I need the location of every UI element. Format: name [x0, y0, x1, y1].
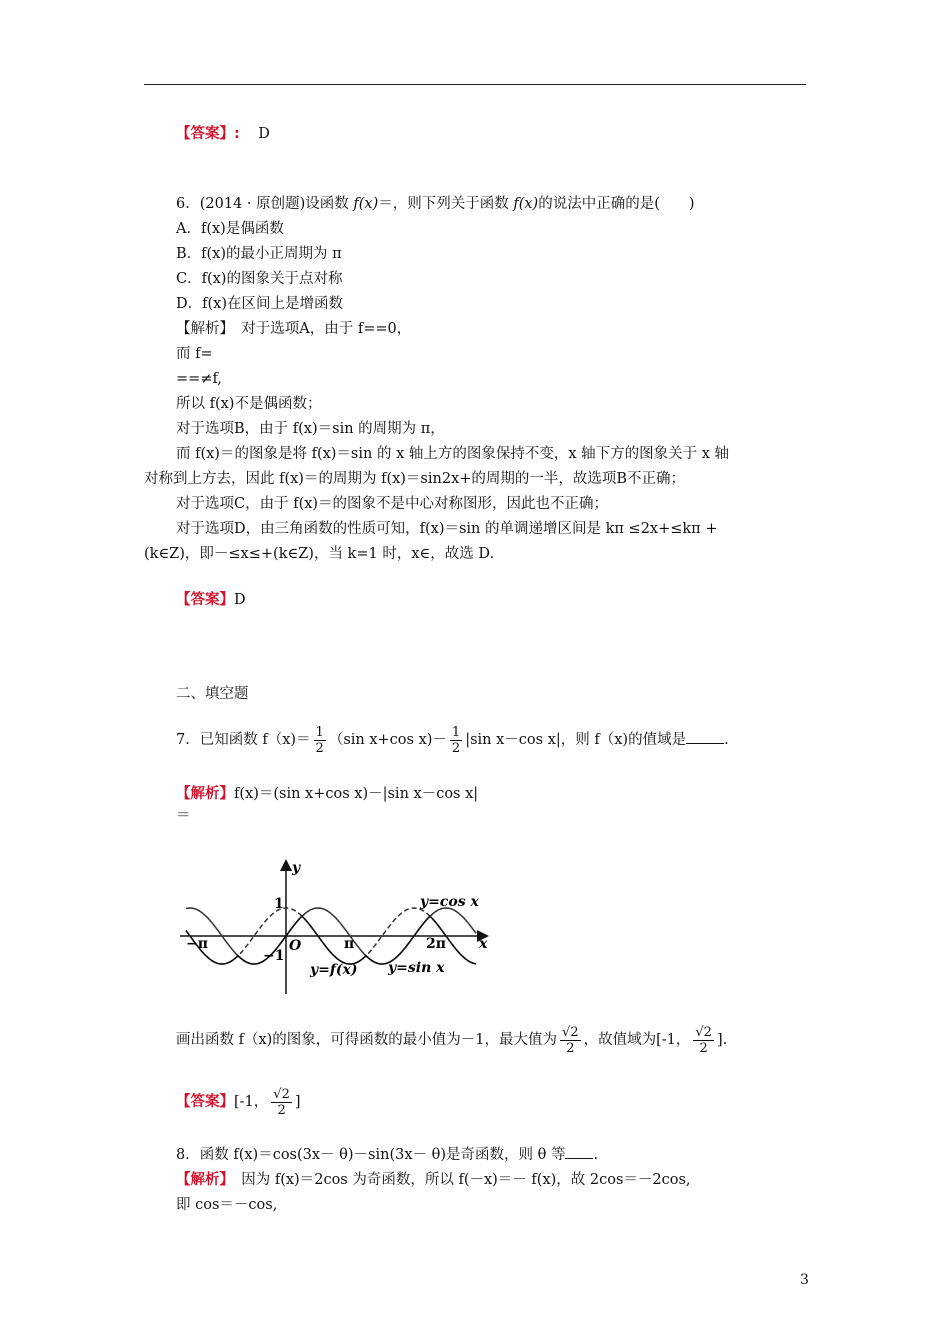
frac-num: 1 — [315, 724, 324, 740]
q7-end: . — [724, 732, 729, 748]
q6-analysis-line: 对于选项B，由于 f(x)＝sin 的周期为 π， — [176, 421, 445, 437]
q6-analysis-line: 对于选项C，由于 f(x)＝的图象不是中心对称图形，因此也不正确； — [176, 496, 609, 512]
question-7 — [176, 722, 729, 758]
answer-label: 【答案】: — [176, 126, 240, 142]
answer-5 — [176, 124, 270, 144]
q7-conclusion — [176, 1018, 727, 1062]
analysis-text: 对于选项A，由于 f==0， — [226, 321, 412, 337]
tick-neg-pi: −π — [186, 936, 208, 952]
analysis-label: 【解析】 — [176, 321, 227, 337]
q6-option-d: D．f(x)在区间上是增函数 — [176, 296, 343, 312]
frac-num: √2 — [273, 1086, 290, 1102]
frac-den: 2 — [699, 1040, 708, 1056]
origin-label: O — [289, 938, 302, 954]
q6-prefix: 6．(2014 · 原创题)设函数 — [176, 196, 354, 212]
answer-blank[interactable] — [565, 1144, 593, 1159]
q8-end: . — [593, 1147, 599, 1163]
q7-answer — [176, 1082, 301, 1122]
cos-label: y=cos x — [420, 894, 479, 910]
q6-fx-2: f(x) — [513, 196, 539, 212]
q6-option-a: A．f(x)是偶函数 — [176, 221, 284, 237]
analysis-label: 【解析】 — [176, 1172, 227, 1188]
q6-analysis-line: 而 f(x)＝的图象是将 f(x)＝sin 的 x 轴上方的图象保持不变，x 轴下方的图象关于 x 轴 — [176, 446, 730, 462]
frac-den: 2 — [315, 740, 324, 756]
frac-den: 2 — [277, 1102, 286, 1118]
fraction-half — [450, 725, 462, 756]
q7-answer-b: ] — [294, 1094, 301, 1110]
q8-text: 8．函数 f(x)＝cos(3x－ θ)－sin(3x－ θ)是奇函数，则 θ 等 — [176, 1147, 566, 1163]
function-graph — [176, 856, 496, 996]
tick-pi: π — [344, 936, 355, 952]
frac-num: 1 — [451, 724, 461, 740]
q7-prefix: 7．已知函数 f（x)＝ — [176, 732, 311, 748]
fraction-sqrt2 — [271, 1087, 292, 1118]
q7-conclusion-c: ]. — [716, 1032, 728, 1048]
sin-label: y=sin x — [388, 960, 445, 976]
q6-analysis-line: 所以 f(x)不是偶函数； — [176, 396, 322, 412]
header-rule — [144, 84, 806, 85]
answer-label: 【答案】 — [176, 592, 234, 608]
q6-analysis-line: 对于选项D，由三角函数的性质可知，f(x)＝sin 的单调递增区间是 kπ ≤2x+≤kπ + — [176, 521, 718, 537]
q6-option-c: C．f(x)的图象关于点对称 — [176, 271, 343, 287]
q6-analysis-line — [176, 319, 411, 339]
fraction-half — [314, 725, 326, 756]
fraction-sqrt2 — [560, 1025, 581, 1056]
q6-fx: f(x) — [353, 196, 379, 212]
q6-suffix: 的说法中正确的是( ) — [538, 196, 695, 212]
q7-tail: |sin x－cos x|，则 f（x)的值域是 — [465, 732, 687, 748]
q7-analysis-text: f(x)＝(sin x+cos x)－|sin x－cos x| — [234, 786, 479, 802]
q8-analysis-text: 因为 f(x)＝2cos 为奇函数，所以 f(－x)＝－ f(x)，故 2cos＝－2cos, — [226, 1172, 691, 1188]
tick-neg-one: −1 — [263, 948, 285, 964]
q7-analysis — [176, 784, 478, 804]
q6-analysis-line: (k∈Z)，即－≤x≤+(k∈Z)，当 k=1 时，x∈，故选 D. — [144, 546, 495, 562]
q8-analysis-2: 即 cos＝－cos, — [176, 1197, 278, 1213]
q6-answer — [176, 590, 246, 610]
frac-num: √2 — [695, 1024, 712, 1040]
frac-den: 2 — [451, 740, 461, 756]
q7-answer-a: [-1， — [234, 1094, 269, 1110]
y-axis-label: y — [292, 860, 301, 876]
q7-mid: （sin x+cos x)－ — [328, 732, 447, 748]
q6-mid: ＝，则下列关于函数 — [378, 196, 514, 212]
tick-one: 1 — [274, 896, 284, 912]
frac-den: 2 — [566, 1040, 575, 1056]
f-label: y=f(x) — [310, 962, 358, 978]
q7-conclusion-a: 画出函数 f（x)的图象，可得函数的最小值为－1，最大值为 — [176, 1032, 558, 1048]
q6-analysis-line: 而 f= — [176, 346, 213, 362]
answer-label: 【答案】 — [176, 1094, 234, 1110]
q6-option-b: B．f(x)的最小正周期为 π — [176, 246, 342, 262]
fraction-sqrt2 — [693, 1025, 714, 1056]
section-title: 二、填空题 — [176, 686, 249, 702]
answer-value: D — [234, 592, 246, 608]
answer-value: D — [258, 126, 270, 142]
q7-conclusion-b: ，故值域为[-1， — [583, 1032, 691, 1048]
q7-analysis-2: ＝ — [176, 808, 191, 824]
question-6 — [176, 194, 695, 214]
tick-two-pi: 2π — [426, 936, 446, 952]
frac-num: √2 — [562, 1024, 579, 1040]
q8-analysis — [176, 1170, 691, 1190]
answer-blank[interactable] — [686, 729, 724, 744]
q6-analysis-line: 对称到上方去，因此 f(x)＝的周期为 f(x)＝sin2x+的周期的一半，故选项B不正确； — [144, 471, 686, 487]
page-number: 3 — [800, 1272, 809, 1288]
question-8 — [176, 1144, 598, 1165]
x-axis-label: x — [479, 936, 488, 952]
q6-analysis-line: ==≠f, — [176, 371, 222, 387]
analysis-label: 【解析】 — [176, 786, 234, 802]
